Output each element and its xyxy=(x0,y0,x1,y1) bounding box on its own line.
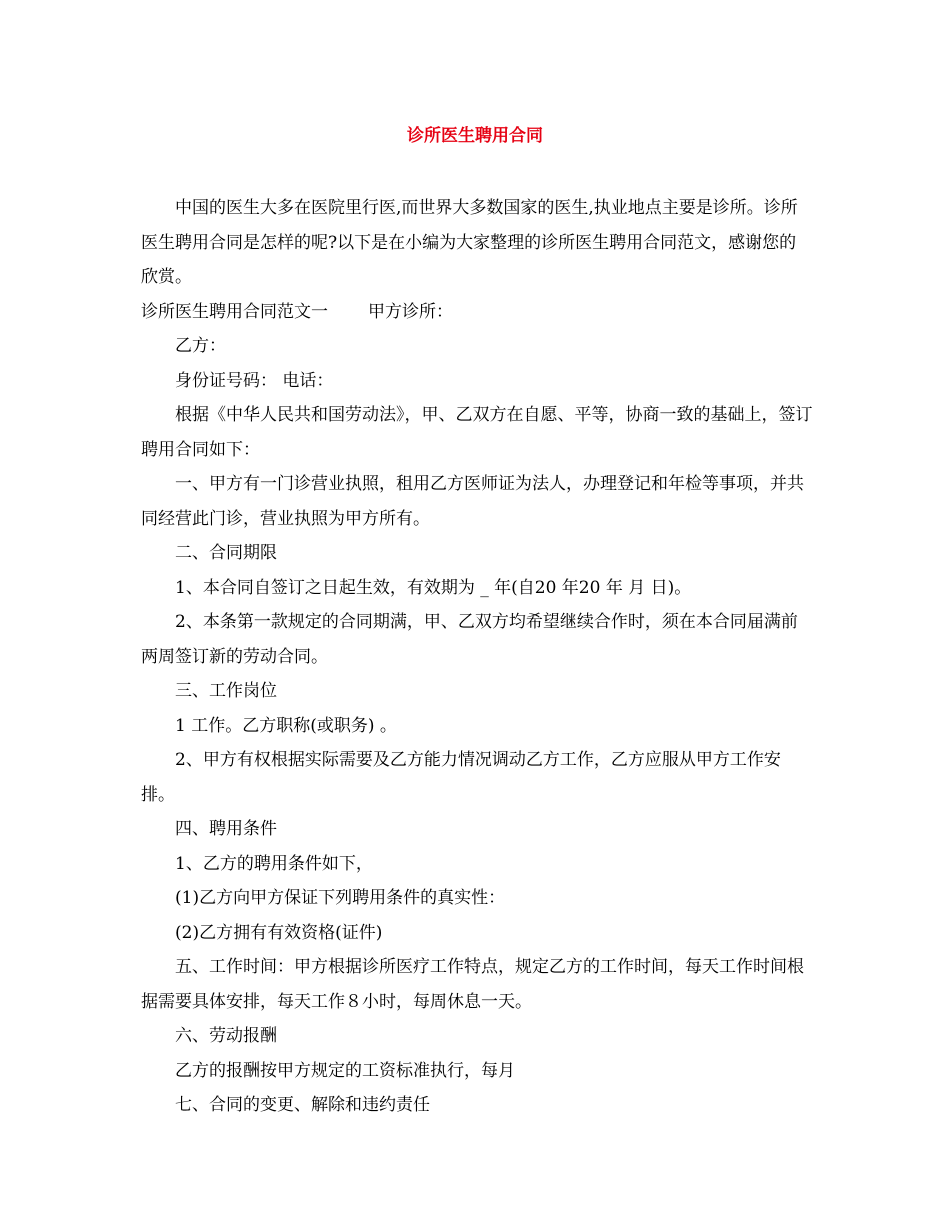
item-4-1-1: (1)乙方向甲方保证下列聘用条件的真实性： xyxy=(175,888,506,908)
sample-heading: 诊所医生聘用合同范文一 xyxy=(141,301,328,322)
section-4-heading: 四、聘用条件 xyxy=(175,819,277,839)
party-b-label: 乙方： xyxy=(175,336,226,356)
item-4-1-2: (2)乙方拥有有效资格(证件) xyxy=(175,922,383,943)
basis-paragraph: 根据《中华人民共和国劳动法》，甲、乙双方在自愿、平等，协商一致的基础上，签订聘用合同如下： xyxy=(141,405,813,460)
item-3-1: 1 工作。乙方职称(或职务) 。 xyxy=(175,715,397,736)
clause-1: 一、甲方有一门诊营业执照，租用乙方医师证为法人，办理登记和年检等事项，并共同经营此门诊，营业执照为甲方所有。 xyxy=(141,474,804,529)
id-phone-line: 身份证号码： 电话： xyxy=(175,370,334,391)
item-4-1: 1、乙方的聘用条件如下， xyxy=(175,853,373,874)
sample-heading-line xyxy=(141,295,813,330)
section-2-heading: 二、合同期限 xyxy=(175,543,277,563)
document-title: 诊所医生聘用合同 xyxy=(407,126,543,146)
section-7-heading: 七、合同的变更、解除和违约责任 xyxy=(175,1095,430,1115)
item-6-1: 乙方的报酬按甲方规定的工资标准执行，每月 xyxy=(175,1060,515,1081)
section-3-heading: 三、工作岗位 xyxy=(175,681,277,701)
intro-paragraph: 中国的医生大多在医院里行医,而世界大多数国家的医生,执业地点主要是诊所。诊所医生聘用合同是怎样的呢?以下是在小编为大家整理的诊所医生聘用合同范文，感谢您的欣赏。 xyxy=(141,198,798,287)
clause-5: 五、工作时间：甲方根据诊所医疗工作特点，规定乙方的工作时间，每天工作时间根据需要具体安排，每天工作８小时，每周休息一天。 xyxy=(141,957,804,1012)
section-6-heading: 六、劳动报酬 xyxy=(175,1026,277,1046)
document-body xyxy=(141,191,813,1123)
item-3-2: 2、甲方有权根据实际需要及乙方能力情况调动乙方工作，乙方应服从甲方工作安排。 xyxy=(141,750,781,805)
item-2-2: 2、本条第一款规定的合同期满，甲、乙双方均希望继续合作时，须在本合同届满前两周签订新的劳动合同。 xyxy=(141,612,798,667)
party-a-label: 甲方诊所： xyxy=(368,301,453,322)
item-2-1: 1、本合同自签订之日起生效，有效期为 _ 年(自20 年20 年 月 日)。 xyxy=(175,577,692,598)
